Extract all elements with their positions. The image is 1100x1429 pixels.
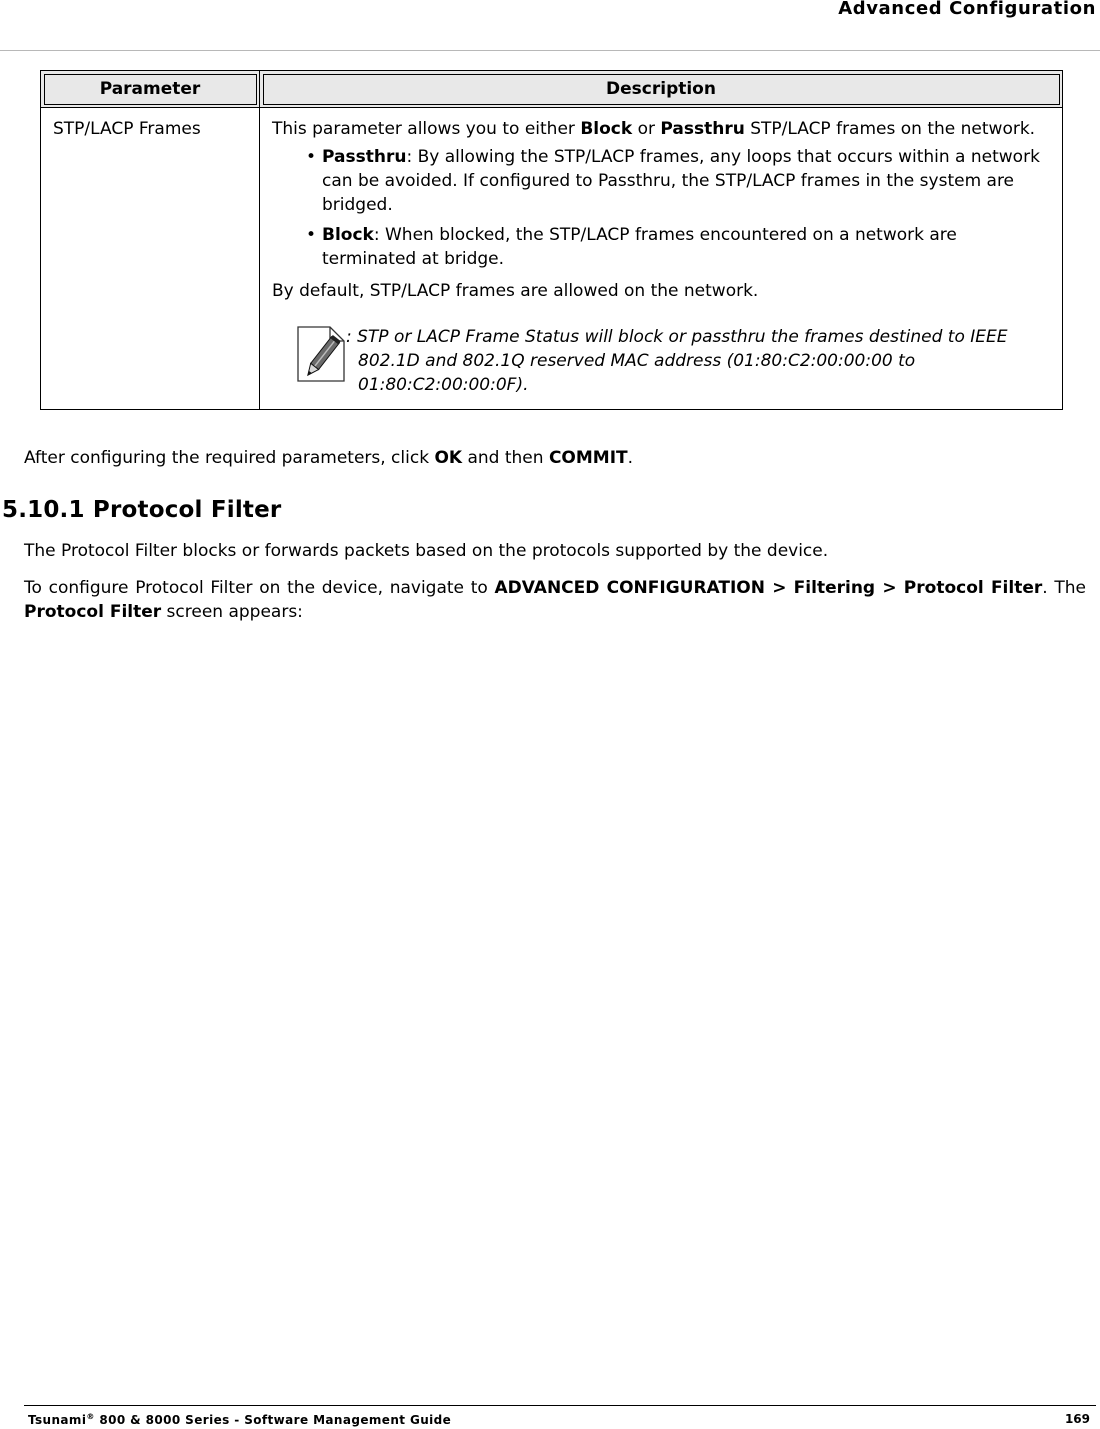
navigation-path: ADVANCED CONFIGURATION > Filtering > Protocol Filter	[494, 578, 1043, 598]
list-item	[272, 223, 1050, 271]
navigation-text-end: screen appears:	[161, 602, 303, 622]
parameter-table	[40, 70, 1063, 410]
table-row	[41, 108, 1063, 410]
ok-term: OK	[434, 448, 463, 468]
section-heading: 5.10.1 Protocol Filter	[2, 497, 282, 523]
bullet-text: : By allowing the STP/LACP frames, any loops that occurs within a network can be avoided. If configured to Passthru, the STP/LACP frames in the system are bridged.	[322, 147, 1040, 215]
description-intro	[272, 117, 1050, 141]
intro-block-term: Block	[580, 119, 633, 139]
note-box	[272, 325, 1050, 399]
column-header-description: Description	[260, 71, 1063, 108]
protocol-filter-navigation	[24, 576, 1086, 624]
after-config-paragraph	[24, 446, 1086, 470]
footer-guide-title	[28, 1412, 451, 1427]
after-config-text-start: After configuring the required parameters, click	[24, 448, 435, 468]
bullet-dot: •	[306, 225, 317, 245]
navigation-text-start: To configure Protocol Filter on the device, navigate to	[24, 578, 495, 598]
page-number: 169	[1064, 1412, 1090, 1426]
intro-passthru-term: Passthru	[660, 119, 745, 139]
options-list	[272, 145, 1050, 271]
screen-name: Protocol Filter	[24, 602, 162, 622]
intro-text-end: STP/LACP frames on the network.	[744, 119, 1036, 139]
header-divider	[0, 50, 1100, 51]
parameter-cell: STP/LACP Frames	[41, 108, 260, 410]
page-header-title: Advanced Configuration	[838, 0, 1096, 19]
default-text: By default, STP/LACP frames are allowed on the network.	[272, 281, 759, 301]
table-header-row	[41, 71, 1063, 108]
description-cell	[260, 108, 1063, 410]
note-text: : STP or LACP Frame Status will block or passthru the frames destined to IEEE 802.1D and 802.1Q reserved MAC address (01:80:C2:00:00:00 to 01:80:C2:00:00:0F).	[346, 327, 1008, 395]
commit-term: COMMIT	[548, 448, 628, 468]
bullet-text: : When blocked, the STP/LACP frames encountered on a network are terminated at bridge.	[322, 225, 957, 269]
after-config-text-end: .	[627, 448, 634, 468]
navigation-text-middle: . The	[1042, 578, 1086, 598]
after-config-text-middle: and then	[462, 448, 549, 468]
footer-divider	[24, 1405, 1096, 1406]
column-header-parameter: Parameter	[41, 71, 260, 108]
note-pencil-icon	[296, 325, 348, 390]
bullet-term: Passthru	[322, 147, 407, 167]
intro-text-start: This parameter allows you to either	[272, 119, 581, 139]
registered-mark: ®	[86, 1412, 95, 1421]
bullet-term: Block	[322, 225, 374, 245]
list-item	[272, 145, 1050, 217]
footer-brand: Tsunami	[28, 1413, 87, 1427]
intro-text-middle: or	[632, 119, 661, 139]
protocol-filter-intro: The Protocol Filter blocks or forwards packets based on the protocols supported by the device.	[24, 541, 829, 561]
footer-guide-name: 800 & 8000 Series - Software Management Guide	[94, 1413, 452, 1427]
bullet-dot: •	[306, 147, 317, 167]
